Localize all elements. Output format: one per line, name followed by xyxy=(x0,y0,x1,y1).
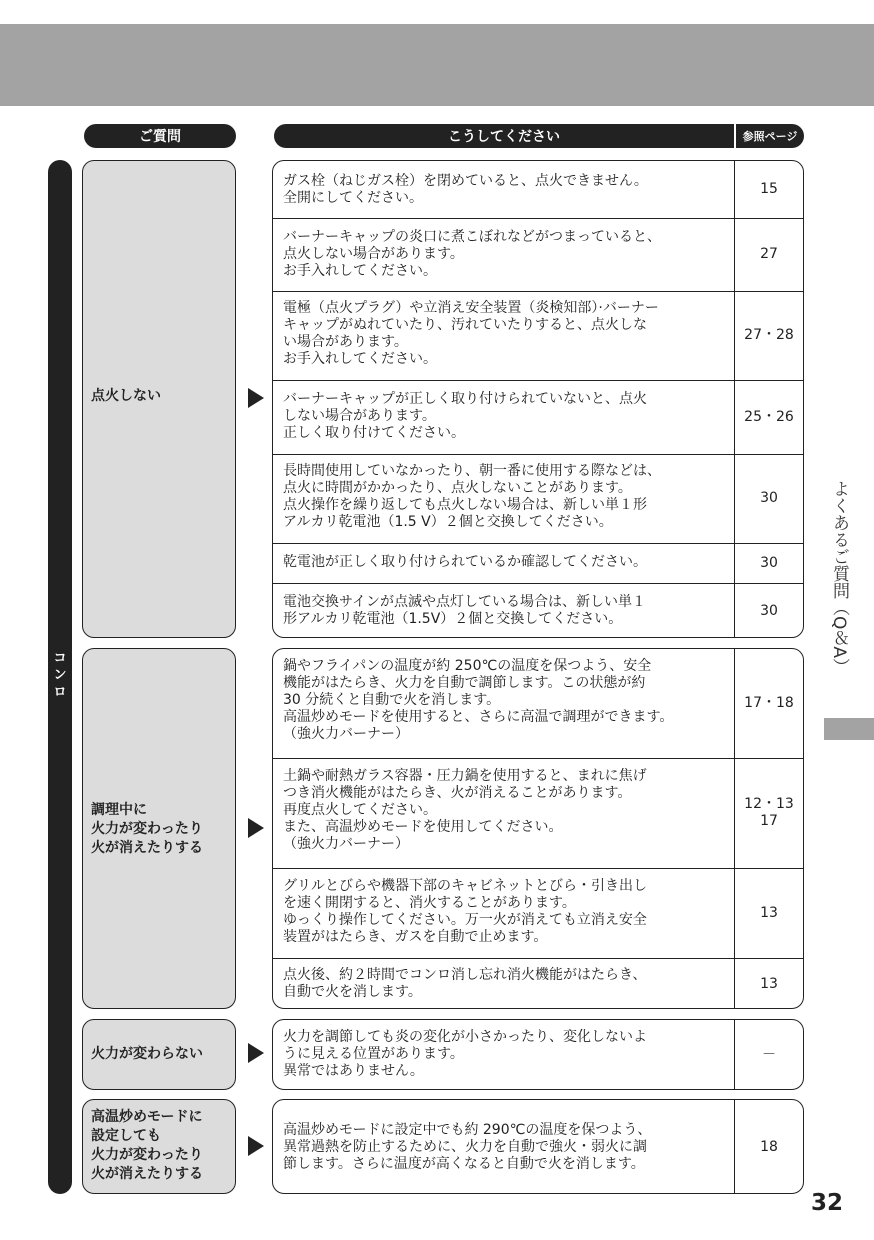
answer-group-flame-changes xyxy=(272,648,804,1009)
answer-text: バーナーキャップの炎口に煮こぼれなどがつまっていると、 点火しない場合があります。 お手入れしてください。 xyxy=(283,229,661,279)
answer-text: ガス栓（ねじガス栓）を閉めていると、点火できません。 全開にしてください。 xyxy=(283,173,648,206)
answer-group-high-temp-mode xyxy=(272,1099,804,1194)
arrow-icon xyxy=(248,1043,264,1063)
answer-row xyxy=(273,958,803,1009)
answer-text: バーナーキャップが正しく取り付けられていないと、点火 しない場合があります。 正しく取り付けてください。 xyxy=(283,391,647,441)
page-ref: 27 xyxy=(734,218,803,291)
page-ref: 17・18 xyxy=(734,649,803,758)
answer-text: 土鍋や耐熱ガラス容器・圧力鍋を使用すると、まれに焦げ つき消火機能がはたらき、火が消えることがあります。 再度点火してください。 また、高温炒めモードを使用してください。 （強火力バーナー） xyxy=(283,768,647,852)
question-box-flame-changes xyxy=(82,648,236,1009)
page-ref: 25・26 xyxy=(734,380,803,454)
page-ref: － xyxy=(734,1020,803,1090)
answer-row xyxy=(273,291,803,381)
answer-text: 電池交換サインが点滅や点灯している場合は、新しい単１ 形アルカリ乾電池（1.5V）２個と交換してください。 xyxy=(283,594,647,627)
page-ref: 12・13 17 xyxy=(734,758,803,868)
answer-group-no-ignition xyxy=(272,160,804,638)
answer-row xyxy=(273,454,803,544)
answer-text: 火力を調節しても炎の変化が小さかったり、変化しないよ うに見える位置があります。 異常ではありません。 xyxy=(283,1029,647,1079)
top-banner xyxy=(0,24,874,106)
page-ref: 30 xyxy=(734,583,803,638)
page-number: 32 xyxy=(811,1190,844,1216)
question-text: 調理中に 火力が変わったり 火が消えたりする xyxy=(91,802,203,856)
header-answer: こうしてください xyxy=(274,124,734,148)
answer-row xyxy=(273,583,803,638)
question-text: 点火しない xyxy=(91,388,161,404)
answer-text: 長時間使用していなかったり、朝一番に使用する際などは、 点火に時間がかかったり、点火しないことがあります。 点火操作を繰り返しても点火しない場合は、新しい単１形 アルカリ乾電池（1.5 V）２個と交換してください。 xyxy=(283,463,661,530)
answer-text: 電極（点火プラグ）や立消え安全装置（炎検知部）·バーナー キャップがぬれていたり、汚れていたりすると、点火しな い場合があります。 お手入れしてください。 xyxy=(283,300,659,367)
page-ref: 30 xyxy=(734,543,803,583)
answer-row xyxy=(273,1100,803,1194)
answer-row xyxy=(273,649,803,759)
header-question: ご質問 xyxy=(84,124,236,148)
question-box-flame-unchanged xyxy=(82,1019,236,1090)
page-ref: 18 xyxy=(734,1100,803,1194)
answer-row xyxy=(273,161,803,219)
question-box-high-temp-mode xyxy=(82,1099,236,1194)
question-box-no-ignition xyxy=(82,160,236,638)
arrow-icon xyxy=(248,818,264,838)
page-ref: 13 xyxy=(734,868,803,958)
question-text: 高温炒めモードに 設定しても 火力が変わったり 火が消えたりする xyxy=(91,1109,203,1182)
answer-text: 高温炒めモードに設定中でも約 290℃の温度を保つよう、 異常過熱を防止するために、火力を自動で強火・弱火に調 節します。さらに温度が高くなると自動で火を消します。 xyxy=(283,1122,652,1172)
arrow-icon xyxy=(248,388,264,408)
page-ref: 15 xyxy=(734,161,803,218)
answer-text: 乾電池が正しく取り付けられているか確認してください。 xyxy=(283,554,647,570)
answer-group-flame-unchanged xyxy=(272,1019,804,1090)
arrow-icon xyxy=(248,1136,264,1156)
answer-text: グリルとびらや機器下部のキャビネットとびら・引き出し を速く開閉すると、消火することがあります。 ゆっくり操作してください。万一火が消えても立消え安全 装置がはたらき、ガスを自動で止めます。 xyxy=(283,878,647,945)
page-ref: 13 xyxy=(734,958,803,1009)
question-text: 火力が変わらない xyxy=(91,1046,203,1062)
answer-row xyxy=(273,758,803,869)
page-ref: 30 xyxy=(734,454,803,543)
category-bar xyxy=(48,160,72,1194)
answer-row xyxy=(273,218,803,292)
category-label: コ ン ロ xyxy=(53,651,67,700)
answer-text: 鍋やフライパンの温度が約 250℃の温度を保つよう、安全 機能がはたらき、火力を自動で調節します。この状態が約 30 分続くと自動で火を消します。 高温炒めモードを使用すると、さらに高温で調理ができます。 （強火力バーナー） xyxy=(283,658,674,742)
answer-row xyxy=(273,543,803,584)
header-page: 参照ページ xyxy=(736,124,804,148)
page-ref: 27・28 xyxy=(734,291,803,380)
answer-row xyxy=(273,380,803,455)
section-title: よくあるご質問（Q＆A） xyxy=(829,480,849,676)
section-tab xyxy=(824,718,874,740)
answer-row xyxy=(273,868,803,959)
answer-text: 点火後、約２時間でコンロ消し忘れ消火機能がはたらき、 自動で火を消します。 xyxy=(283,967,647,1000)
answer-row xyxy=(273,1020,803,1090)
